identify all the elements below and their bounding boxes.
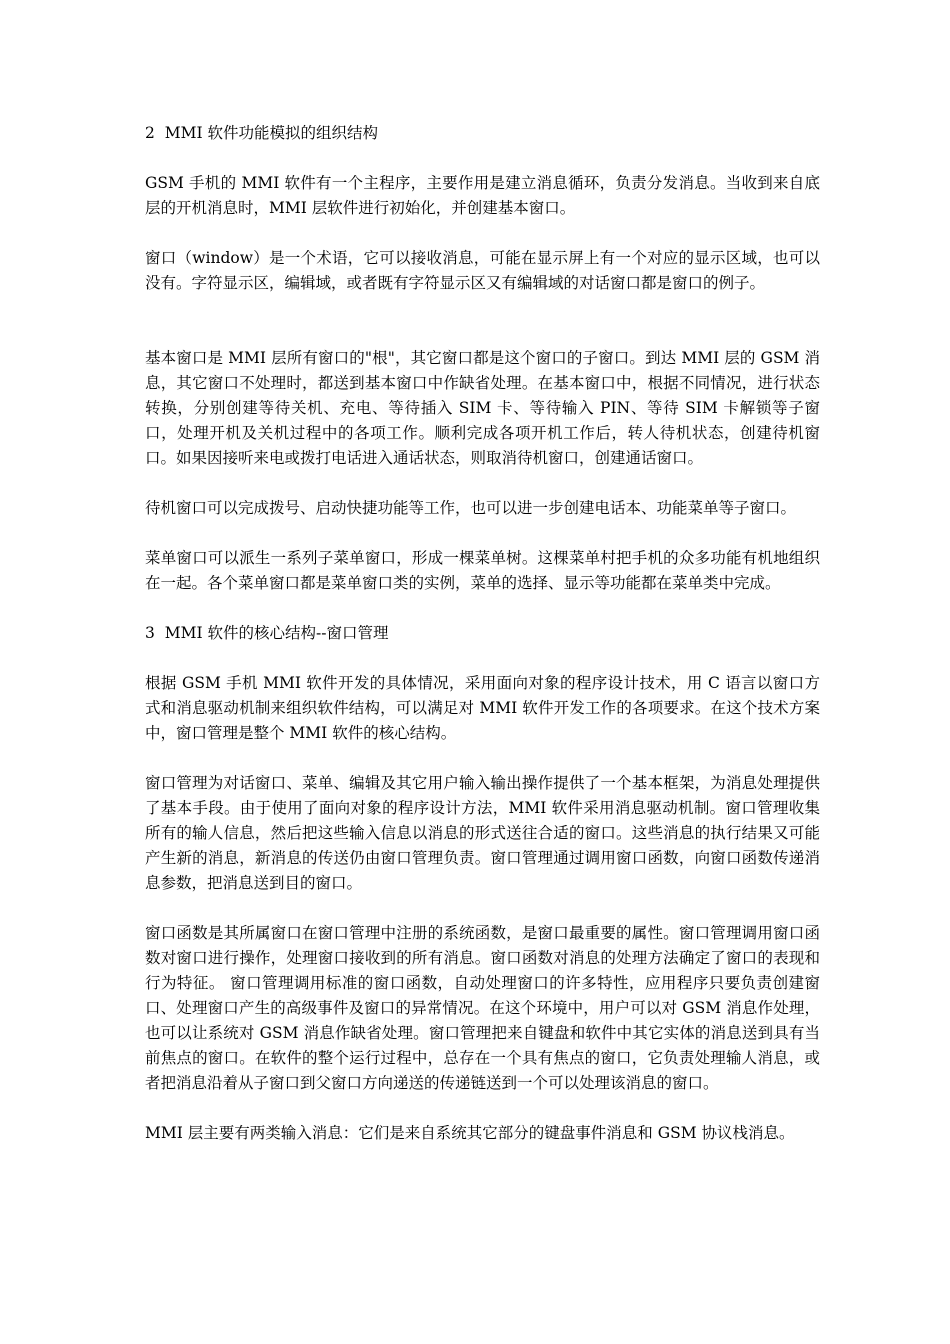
paragraph-window-management: 窗口管理为对话窗口、菜单、编辑及其它用户输入输出操作提供了一个基本框架，为消息处理提供了基本手段。由于使用了面向对象的程序设计方法，MMI 软件采用消息驱动机制。窗口管理收集所有的输人信息，然后把这些输入信息以消息的形式送往合适的窗口。这些消息的执行结果又可能产生新的消息，新消息的传送仍由窗口管理负责。窗口管理通过调用窗口函数，向窗口函数传递消息参数，把消息送到目的窗口。	[145, 774, 820, 892]
paragraph-design-approach: 根据 GSM 手机 MMI 软件开发的具体情况，采用面向对象的程序设计技术，用 C 语言以窗口方式和消息驱动机制来组织软件结构，可以满足对 MMI 软件开发工作的各项要求。在这个技术方案中，窗口管理是整个 MMI 软件的核心结构。	[145, 674, 820, 742]
paragraph-window-function: 窗口函数是其所属窗口在窗口管理中注册的系统函数，是窗口最重要的属性。窗口管理调用窗口函数对窗口进行操作，处理窗口接收到的所有消息。窗口函数对消息的处理方法确定了窗口的表现和行为特征。 窗口管理调用标准的窗口函数，自动处理窗口的许多特性，应用程序只要负责创建窗口、处理窗口产生的高级事件及窗口的异常情况。在这个环境中，用户可以对 GSM 消息作处理，也可以让系统对 GSM 消息作缺省处理。窗口管理把来自键盘和软件中其它实体的消息送到具有当前焦点的窗口。在软件的整个运行过程中，总存在一个具有焦点的窗口，它负责处理输人消息，或者把消息沿着从子窗口到父窗口方向递送的传递链送到一个可以处理该消息的窗口。	[145, 924, 820, 1092]
paragraph-standby-window: 待机窗口可以完成拨号、启动快捷功能等工作，也可以进一步创建电话本、功能菜单等子窗口。	[145, 499, 797, 517]
paragraph-menu-window: 菜单窗口可以派生一系列子菜单窗口，形成一棵菜单树。这棵菜单村把手机的众多功能有机地组织在一起。各个菜单窗口都是菜单窗口类的实例，菜单的选择、显示等功能都在菜单类中完成。	[145, 549, 820, 592]
section-heading-2: 2 MMI 软件功能模拟的组织结构	[145, 124, 379, 142]
section-heading-3: 3 MMI 软件的核心结构--窗口管理	[145, 624, 389, 642]
paragraph-window-definition: 窗口（window）是一个术语，它可以接收消息，可能在显示屏上有一个对应的显示区域，也可以没有。字符显示区，编辑域，或者既有字符显示区又有编辑域的对话窗口都是窗口的例子。	[145, 249, 820, 292]
paragraph-input-messages: MMI 层主要有两类输入消息：它们是来自系统其它部分的键盘事件消息和 GSM 协议栈消息。	[145, 1124, 795, 1142]
paragraph-main-program: GSM 手机的 MMI 软件有一个主程序，主要作用是建立消息循环，负责分发消息。当收到来自底层的开机消息时，MMI 层软件进行初始化，并创建基本窗口。	[145, 174, 820, 217]
document-body	[145, 121, 820, 1146]
paragraph-base-window: 基本窗口是 MMI 层所有窗口的"根"，其它窗口都是这个窗口的子窗口。到达 MMI 层的 GSM 消息，其它窗口不处理时，都送到基本窗口中作缺省处理。在基本窗口中，根据不同情况，进行状态转换，分别创建等待关机、充电、等待插入 SIM 卡、等待输入 PIN、等待 SIM 卡解锁等子窗口，处理开机及关机过程中的各项工作。顺利完成各项开机工作后，转人待机状态，创建待机窗口。如果因接听来电或拨打电话进入通话状态，则取消待机窗口，创建通话窗口。	[145, 349, 820, 467]
